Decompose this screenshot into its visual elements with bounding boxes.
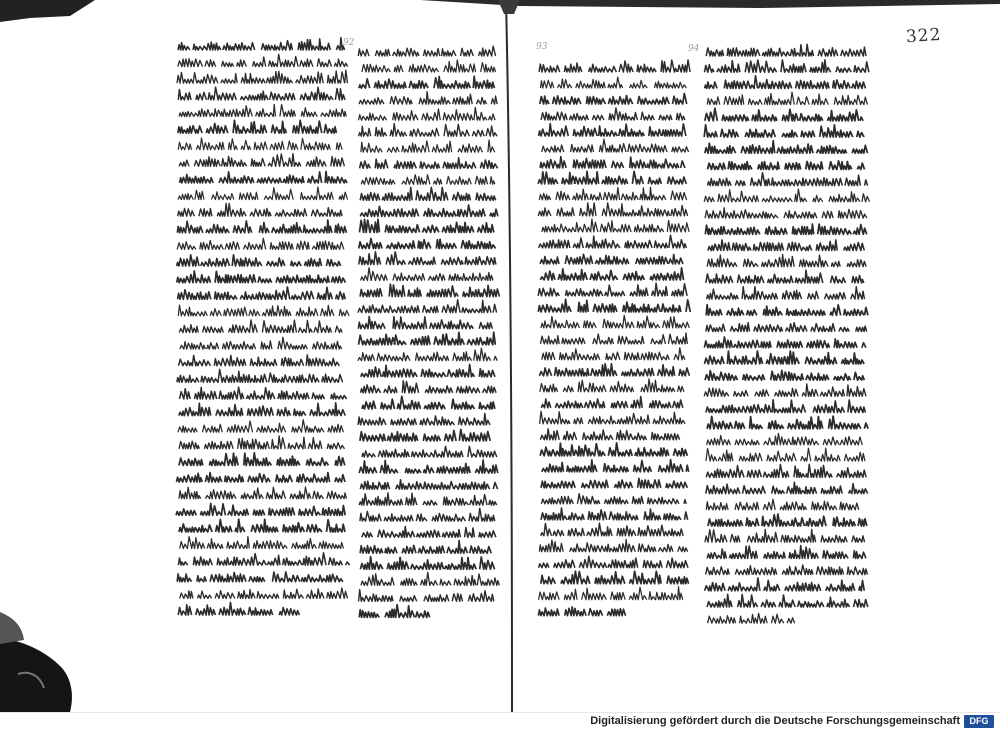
handwriting-line [541,333,688,344]
handwriting-line [358,300,497,313]
handwriting-line [360,508,495,521]
handwriting-line [180,537,344,549]
handwriting-line [705,141,868,154]
handwriting-line [707,433,863,445]
handwriting-columns [176,38,870,624]
handwriting-line [707,594,868,607]
handwriting-line [541,315,689,328]
handwriting-line [360,541,491,554]
handwriting-line [707,416,868,429]
handwriting-line [177,271,346,283]
handwriting-line [360,557,494,570]
handwriting-line [361,268,493,281]
handwriting-line [540,443,687,456]
handwriting-line [360,205,498,216]
handwriting-line [708,240,864,251]
handwriting-line [178,120,337,133]
handwriting-line [704,189,869,202]
book-edge-bottom-left [0,638,72,712]
handwriting-line [541,571,689,584]
handwriting-line [538,299,690,312]
handwriting-line [359,92,497,104]
handwriting-line [178,287,346,299]
handwriting-line [362,60,496,72]
handwriting-line [541,77,687,88]
handwriting-line [178,138,342,150]
handwriting-line [362,446,497,457]
handwriting-line [538,171,686,184]
handwriting-line [360,480,497,489]
handwriting-line [176,503,345,515]
handwriting-line [706,464,866,477]
handwriting-line [708,173,868,186]
handwriting-line [542,139,689,152]
handwriting-line [359,252,496,265]
handwriting-line [179,487,346,499]
handwriting-line [360,219,494,232]
handwriting-line [539,235,687,248]
handwriting-line [540,94,687,105]
binding-top-notch [498,0,520,14]
handwriting-line [539,556,688,567]
handwriting-line [177,255,341,266]
handwriting-line [359,108,496,121]
handwriting-line [359,239,496,249]
handwriting-line [180,387,347,399]
funding-credit: Digitalisierung gefördert durch die Deutsche Forschungsgemeinschaft [590,715,960,727]
handwriting-line [178,38,345,50]
scan-edge-shadow-top-left [0,0,95,22]
handwriting-line [541,397,683,408]
handwriting-line [179,105,346,117]
handwriting-line [178,54,348,66]
handwriting-line [358,46,495,56]
handwriting-line [361,572,499,585]
marginal-number: 94 [688,44,700,54]
book-edge-strap [0,612,24,644]
handwriting-line [704,337,866,348]
handwriting-line [539,364,689,376]
footer-bar [0,712,1000,731]
handwriting-line [178,305,349,316]
handwriting-line [540,411,686,424]
handwriting-line [177,473,345,482]
handwriting-line [180,171,347,183]
handwriting-line [541,523,684,536]
handwriting-line [179,355,340,366]
handwriting-line [706,323,867,332]
handwriting-line [359,124,498,137]
handwriting-line [708,613,795,623]
handwriting-line [705,76,866,89]
handwriting-line [541,494,686,504]
handwriting-line [706,44,866,56]
handwriting-line [178,602,299,615]
handwriting-line [708,514,867,526]
dfg-logo-badge: DFG [964,715,994,728]
handwriting-line [538,283,687,296]
handwriting-line [541,508,688,520]
handwriting-line [362,396,495,409]
handwriting-line [359,460,498,473]
handwriting-line [707,255,866,267]
handwriting-line [705,60,869,72]
handwriting-line [705,224,866,234]
handwriting-line [361,381,497,393]
handwriting-line [706,305,868,316]
handwriting-line [704,125,864,137]
handwriting-line [178,204,343,217]
handwriting-line [360,284,499,296]
handwriting-column [358,46,499,617]
marginal-number: 92 [343,38,355,48]
handwriting-line [177,572,343,582]
handwriting-column [176,38,350,615]
handwriting-line [707,287,865,299]
handwriting-line [541,478,687,487]
handwriting-line [706,565,868,575]
handwriting-line [177,70,348,83]
handwriting-line [359,590,494,602]
binding-gutter [506,0,512,712]
handwriting-line [708,161,865,170]
handwriting-line [178,553,349,565]
handwriting-line [358,348,497,361]
handwriting-line [179,403,345,416]
handwriting-line [177,369,343,382]
handwriting-line [179,320,342,333]
handwriting-line [706,448,865,461]
handwriting-line [178,87,345,100]
handwriting-line [704,384,866,396]
handwriting-column [704,44,869,623]
handwriting-line [540,429,679,440]
handwriting-line [706,400,865,413]
handwriting-line [180,588,348,598]
handwriting-line [179,453,345,466]
handwriting-line [360,158,498,169]
handwriting-line [705,108,863,121]
handwriting-line [542,219,689,232]
handwriting-line [539,587,683,600]
handwriting-line [539,540,687,552]
handwriting-line [542,348,685,360]
handwriting-line [538,607,625,616]
handwriting-line [359,76,495,88]
handwriting-line [705,351,865,364]
handwriting-line [361,140,495,152]
handwriting-line [705,208,867,218]
handwriting-line [358,316,492,328]
folio-number: 322 [905,24,943,48]
handwriting-line [705,578,865,591]
handwriting-line [542,460,689,472]
handwriting-line [706,499,859,510]
handwriting-line [359,332,496,345]
handwriting-line [706,482,868,493]
handwriting-line [361,365,495,377]
handwriting-line [362,527,496,538]
handwriting-line [179,436,344,449]
handwriting-line [179,519,345,532]
handwriting-line [178,420,343,433]
handwriting-column [538,60,690,616]
handwriting-line [361,175,495,185]
handwriting-line [539,187,686,200]
marginal-number: 93 [536,42,548,52]
handwriting-line [360,429,490,441]
handwriting-line [707,92,867,105]
handwriting-line [358,414,490,425]
handwriting-line [707,546,866,559]
handwriting-line [540,157,685,168]
handwriting-line [540,254,683,264]
handwriting-line [539,124,686,136]
handwriting-line [705,530,865,543]
handwriting-line [538,203,687,216]
handwriting-line [360,187,496,200]
handwriting-line [541,108,685,120]
handwriting-line [540,379,684,392]
handwriting-line [180,337,342,349]
handwriting-line [177,238,344,249]
handwriting-line [359,493,497,505]
handwriting-line [178,187,347,200]
handwriting-line [179,154,344,167]
handwriting-line [705,370,864,380]
handwriting-line [540,268,683,280]
handwriting-line [359,605,429,618]
handwriting-line [539,60,690,72]
handwriting-line [177,220,346,233]
handwriting-line [706,270,864,283]
